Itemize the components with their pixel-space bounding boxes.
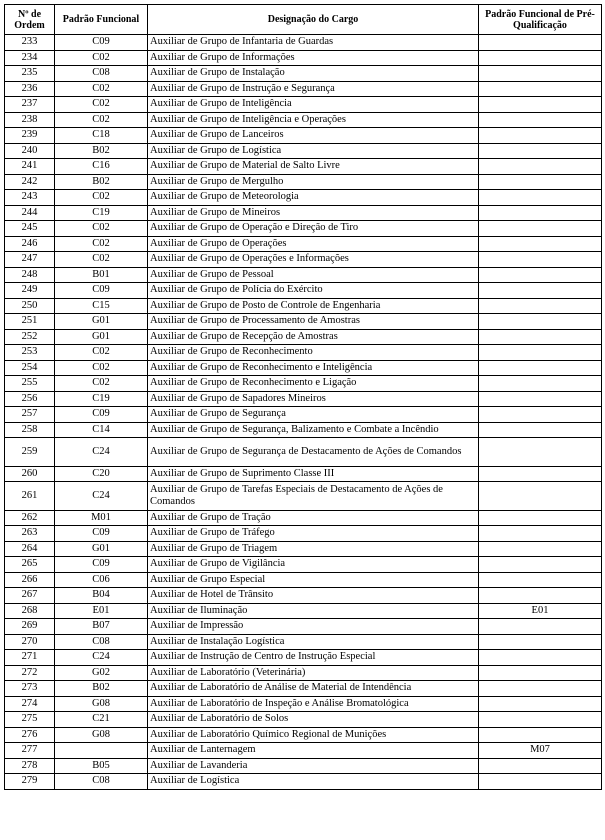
table-row xyxy=(5,128,602,144)
cell-num: 276 xyxy=(5,727,55,743)
cell-padrao: C09 xyxy=(55,526,148,542)
cell-designacao: Auxiliar de Grupo de Logística xyxy=(148,143,479,159)
cell-designacao: Auxiliar de Grupo de Mergulho xyxy=(148,174,479,190)
table-row xyxy=(5,712,602,728)
table-row xyxy=(5,143,602,159)
table-row xyxy=(5,298,602,314)
cell-pre xyxy=(479,66,602,82)
table-row xyxy=(5,391,602,407)
cell-designacao: Auxiliar de Grupo de Sapadores Mineiros xyxy=(148,391,479,407)
table-row xyxy=(5,482,602,511)
cell-padrao: C06 xyxy=(55,572,148,588)
cell-designacao: Auxiliar de Grupo de Meteorologia xyxy=(148,190,479,206)
cell-num: 265 xyxy=(5,557,55,573)
cell-padrao: M01 xyxy=(55,510,148,526)
cell-padrao: C02 xyxy=(55,360,148,376)
table-row xyxy=(5,35,602,51)
cell-designacao: Auxiliar de Grupo de Reconhecimento e Ligação xyxy=(148,376,479,392)
header-pre: Padrão Funcional de Pré-Qualificação xyxy=(479,5,602,35)
cell-pre xyxy=(479,774,602,790)
cell-designacao: Auxiliar de Grupo de Segurança de Destacamento de Ações de Comandos xyxy=(148,438,479,467)
cell-padrao: C24 xyxy=(55,650,148,666)
cell-num: 273 xyxy=(5,681,55,697)
cell-pre xyxy=(479,81,602,97)
cell-designacao: Auxiliar de Grupo de Polícia do Exército xyxy=(148,283,479,299)
table-row xyxy=(5,221,602,237)
cell-pre xyxy=(479,619,602,635)
cell-designacao: Auxiliar de Impressão xyxy=(148,619,479,635)
cell-num: 242 xyxy=(5,174,55,190)
cell-designacao: Auxiliar de Grupo de Vigilância xyxy=(148,557,479,573)
cell-num: 279 xyxy=(5,774,55,790)
cell-designacao: Auxiliar de Instalação Logística xyxy=(148,634,479,650)
header-row xyxy=(5,5,602,35)
cell-num: 267 xyxy=(5,588,55,604)
cell-pre xyxy=(479,35,602,51)
table-row xyxy=(5,422,602,438)
table-row xyxy=(5,743,602,759)
cell-pre xyxy=(479,345,602,361)
cell-padrao: C19 xyxy=(55,391,148,407)
table-row xyxy=(5,619,602,635)
cell-designacao: Auxiliar de Grupo de Segurança xyxy=(148,407,479,423)
cell-padrao: C24 xyxy=(55,482,148,511)
cell-padrao: C20 xyxy=(55,466,148,482)
table-row xyxy=(5,205,602,221)
cell-pre xyxy=(479,482,602,511)
cell-padrao: G02 xyxy=(55,665,148,681)
cell-padrao: C24 xyxy=(55,438,148,467)
cell-padrao: G01 xyxy=(55,329,148,345)
cell-padrao: C18 xyxy=(55,128,148,144)
cell-num: 235 xyxy=(5,66,55,82)
header-padrao: Padrão Funcional xyxy=(55,5,148,35)
cell-num: 238 xyxy=(5,112,55,128)
cell-designacao: Auxiliar de Grupo de Material de Salto Livre xyxy=(148,159,479,175)
cell-num: 263 xyxy=(5,526,55,542)
cell-designacao: Auxiliar de Grupo de Lanceiros xyxy=(148,128,479,144)
cell-designacao: Auxiliar de Laboratório (Veterinária) xyxy=(148,665,479,681)
table-row xyxy=(5,557,602,573)
cell-num: 253 xyxy=(5,345,55,361)
cell-designacao: Auxiliar de Grupo de Tráfego xyxy=(148,526,479,542)
cell-pre: M07 xyxy=(479,743,602,759)
cell-pre xyxy=(479,422,602,438)
cell-designacao: Auxiliar de Laboratório de Análise de Material de Intendência xyxy=(148,681,479,697)
cell-num: 274 xyxy=(5,696,55,712)
cell-padrao: C02 xyxy=(55,112,148,128)
cell-padrao: C02 xyxy=(55,50,148,66)
cell-num: 266 xyxy=(5,572,55,588)
cell-padrao: E01 xyxy=(55,603,148,619)
cell-padrao: G01 xyxy=(55,314,148,330)
cell-padrao: C09 xyxy=(55,407,148,423)
table-row xyxy=(5,407,602,423)
cell-pre xyxy=(479,665,602,681)
cell-designacao: Auxiliar de Grupo de Infantaria de Guardas xyxy=(148,35,479,51)
cell-padrao: B05 xyxy=(55,758,148,774)
cell-designacao: Auxiliar de Laboratório de Inspeção e Análise Bromatológica xyxy=(148,696,479,712)
cell-pre xyxy=(479,50,602,66)
table-row xyxy=(5,283,602,299)
cell-designacao: Auxiliar de Grupo de Reconhecimento e Inteligência xyxy=(148,360,479,376)
cell-num: 245 xyxy=(5,221,55,237)
cell-designacao: Auxiliar de Hotel de Trânsito xyxy=(148,588,479,604)
cell-num: 277 xyxy=(5,743,55,759)
cell-pre xyxy=(479,298,602,314)
cell-pre xyxy=(479,712,602,728)
cell-designacao: Auxiliar de Grupo de Processamento de Amostras xyxy=(148,314,479,330)
cell-pre xyxy=(479,174,602,190)
table-row xyxy=(5,758,602,774)
table-row xyxy=(5,50,602,66)
cell-num: 270 xyxy=(5,634,55,650)
cell-designacao: Auxiliar de Grupo de Instalação xyxy=(148,66,479,82)
table-row xyxy=(5,97,602,113)
cell-num: 256 xyxy=(5,391,55,407)
cell-pre xyxy=(479,360,602,376)
cell-padrao: C02 xyxy=(55,236,148,252)
cell-designacao: Auxiliar de Laboratório de Solos xyxy=(148,712,479,728)
cell-pre xyxy=(479,159,602,175)
cell-num: 264 xyxy=(5,541,55,557)
cell-designacao: Auxiliar de Grupo de Reconhecimento xyxy=(148,345,479,361)
cell-padrao: C09 xyxy=(55,283,148,299)
table-row xyxy=(5,81,602,97)
table-row xyxy=(5,376,602,392)
cell-num: 233 xyxy=(5,35,55,51)
table-row xyxy=(5,314,602,330)
cell-padrao: C21 xyxy=(55,712,148,728)
cell-num: 234 xyxy=(5,50,55,66)
cargo-table xyxy=(4,4,602,790)
cell-pre xyxy=(479,329,602,345)
cell-padrao: C02 xyxy=(55,376,148,392)
cell-pre xyxy=(479,236,602,252)
cell-padrao: C08 xyxy=(55,774,148,790)
cell-pre xyxy=(479,128,602,144)
cell-num: 258 xyxy=(5,422,55,438)
cell-pre xyxy=(479,407,602,423)
cell-designacao: Auxiliar de Logística xyxy=(148,774,479,790)
cell-designacao: Auxiliar de Grupo de Informações xyxy=(148,50,479,66)
cell-num: 257 xyxy=(5,407,55,423)
cell-pre xyxy=(479,283,602,299)
cell-padrao xyxy=(55,743,148,759)
table-row xyxy=(5,774,602,790)
table-row xyxy=(5,696,602,712)
cell-pre xyxy=(479,97,602,113)
cell-padrao: C15 xyxy=(55,298,148,314)
cell-padrao: C09 xyxy=(55,557,148,573)
cell-num: 244 xyxy=(5,205,55,221)
table-row xyxy=(5,634,602,650)
cell-pre xyxy=(479,391,602,407)
table-row xyxy=(5,588,602,604)
cell-designacao: Auxiliar de Grupo de Recepção de Amostras xyxy=(148,329,479,345)
table-row xyxy=(5,329,602,345)
cell-pre xyxy=(479,466,602,482)
cell-padrao: G01 xyxy=(55,541,148,557)
cell-num: 252 xyxy=(5,329,55,345)
cell-designacao: Auxiliar de Grupo de Instrução e Segurança xyxy=(148,81,479,97)
cell-pre xyxy=(479,588,602,604)
cell-num: 247 xyxy=(5,252,55,268)
cell-pre xyxy=(479,572,602,588)
cell-num: 248 xyxy=(5,267,55,283)
table-row xyxy=(5,66,602,82)
cell-pre xyxy=(479,438,602,467)
cell-pre xyxy=(479,526,602,542)
cell-pre xyxy=(479,510,602,526)
cell-designacao: Auxiliar de Grupo de Mineiros xyxy=(148,205,479,221)
cell-designacao: Auxiliar de Grupo de Posto de Controle de Engenharia xyxy=(148,298,479,314)
cell-num: 240 xyxy=(5,143,55,159)
cell-padrao: G08 xyxy=(55,696,148,712)
cell-num: 250 xyxy=(5,298,55,314)
cell-pre xyxy=(479,696,602,712)
cell-designacao: Auxiliar de Grupo de Tração xyxy=(148,510,479,526)
cell-pre xyxy=(479,557,602,573)
cell-padrao: C09 xyxy=(55,35,148,51)
cell-pre xyxy=(479,314,602,330)
cell-designacao: Auxiliar de Grupo de Tarefas Especiais de Destacamento de Ações de Comandos xyxy=(148,482,479,511)
cell-designacao: Auxiliar de Grupo de Segurança, Balizamento e Combate a Incêndio xyxy=(148,422,479,438)
cell-num: 246 xyxy=(5,236,55,252)
cell-designacao: Auxiliar de Lanternagem xyxy=(148,743,479,759)
cell-pre xyxy=(479,190,602,206)
cell-padrao: C02 xyxy=(55,97,148,113)
cell-num: 249 xyxy=(5,283,55,299)
cell-pre xyxy=(479,143,602,159)
cell-designacao: Auxiliar de Instrução de Centro de Instrução Especial xyxy=(148,650,479,666)
table-row xyxy=(5,665,602,681)
cell-num: 268 xyxy=(5,603,55,619)
table-row xyxy=(5,236,602,252)
cell-num: 272 xyxy=(5,665,55,681)
cell-padrao: B04 xyxy=(55,588,148,604)
cell-padrao: C08 xyxy=(55,66,148,82)
cell-pre: E01 xyxy=(479,603,602,619)
cell-padrao: G08 xyxy=(55,727,148,743)
cell-num: 241 xyxy=(5,159,55,175)
cell-num: 251 xyxy=(5,314,55,330)
table-row xyxy=(5,650,602,666)
cell-designacao: Auxiliar de Grupo Especial xyxy=(148,572,479,588)
cell-padrao: C14 xyxy=(55,422,148,438)
table-row xyxy=(5,438,602,467)
cell-padrao: C02 xyxy=(55,190,148,206)
table-row xyxy=(5,510,602,526)
cell-designacao: Auxiliar de Iluminação xyxy=(148,603,479,619)
cell-num: 271 xyxy=(5,650,55,666)
cell-num: 243 xyxy=(5,190,55,206)
cell-num: 261 xyxy=(5,482,55,511)
cell-num: 262 xyxy=(5,510,55,526)
table-row xyxy=(5,727,602,743)
cell-num: 259 xyxy=(5,438,55,467)
table-row xyxy=(5,190,602,206)
cell-padrao: C02 xyxy=(55,81,148,97)
cell-pre xyxy=(479,681,602,697)
cell-padrao: B07 xyxy=(55,619,148,635)
cell-pre xyxy=(479,758,602,774)
table-row xyxy=(5,526,602,542)
table-row xyxy=(5,572,602,588)
cell-num: 255 xyxy=(5,376,55,392)
table-row xyxy=(5,345,602,361)
cell-designacao: Auxiliar de Grupo de Inteligência e Operações xyxy=(148,112,479,128)
cell-padrao: B02 xyxy=(55,681,148,697)
cell-pre xyxy=(479,376,602,392)
header-num: Nº de Ordem xyxy=(5,5,55,35)
cell-pre xyxy=(479,727,602,743)
cell-pre xyxy=(479,267,602,283)
cell-num: 278 xyxy=(5,758,55,774)
cell-designacao: Auxiliar de Grupo de Inteligência xyxy=(148,97,479,113)
cell-padrao: C02 xyxy=(55,345,148,361)
table-body xyxy=(5,35,602,790)
cell-num: 239 xyxy=(5,128,55,144)
cell-num: 269 xyxy=(5,619,55,635)
cell-designacao: Auxiliar de Grupo de Triagem xyxy=(148,541,479,557)
cell-num: 275 xyxy=(5,712,55,728)
cell-pre xyxy=(479,205,602,221)
cell-pre xyxy=(479,541,602,557)
cell-padrao: C02 xyxy=(55,252,148,268)
cell-padrao: B02 xyxy=(55,143,148,159)
cell-pre xyxy=(479,252,602,268)
cell-padrao: C19 xyxy=(55,205,148,221)
cell-pre xyxy=(479,650,602,666)
table-row xyxy=(5,603,602,619)
cell-num: 236 xyxy=(5,81,55,97)
cell-designacao: Auxiliar de Grupo de Operações e Informações xyxy=(148,252,479,268)
header-designacao: Designação do Cargo xyxy=(148,5,479,35)
cell-designacao: Auxiliar de Grupo de Pessoal xyxy=(148,267,479,283)
cell-designacao: Auxiliar de Lavanderia xyxy=(148,758,479,774)
table-row xyxy=(5,360,602,376)
cell-num: 237 xyxy=(5,97,55,113)
table-row xyxy=(5,681,602,697)
cell-designacao: Auxiliar de Laboratório Químico Regional de Munições xyxy=(148,727,479,743)
cell-padrao: C08 xyxy=(55,634,148,650)
cell-num: 254 xyxy=(5,360,55,376)
table-row xyxy=(5,466,602,482)
cell-pre xyxy=(479,221,602,237)
table-row xyxy=(5,159,602,175)
cell-padrao: C02 xyxy=(55,221,148,237)
table-row xyxy=(5,267,602,283)
cell-padrao: C16 xyxy=(55,159,148,175)
cell-pre xyxy=(479,634,602,650)
table-row xyxy=(5,541,602,557)
cell-padrao: B02 xyxy=(55,174,148,190)
cell-pre xyxy=(479,112,602,128)
table-row xyxy=(5,174,602,190)
table-row xyxy=(5,112,602,128)
cell-designacao: Auxiliar de Grupo de Operação e Direção de Tiro xyxy=(148,221,479,237)
cell-num: 260 xyxy=(5,466,55,482)
cell-designacao: Auxiliar de Grupo de Suprimento Classe III xyxy=(148,466,479,482)
cell-designacao: Auxiliar de Grupo de Operações xyxy=(148,236,479,252)
cell-padrao: B01 xyxy=(55,267,148,283)
table-row xyxy=(5,252,602,268)
